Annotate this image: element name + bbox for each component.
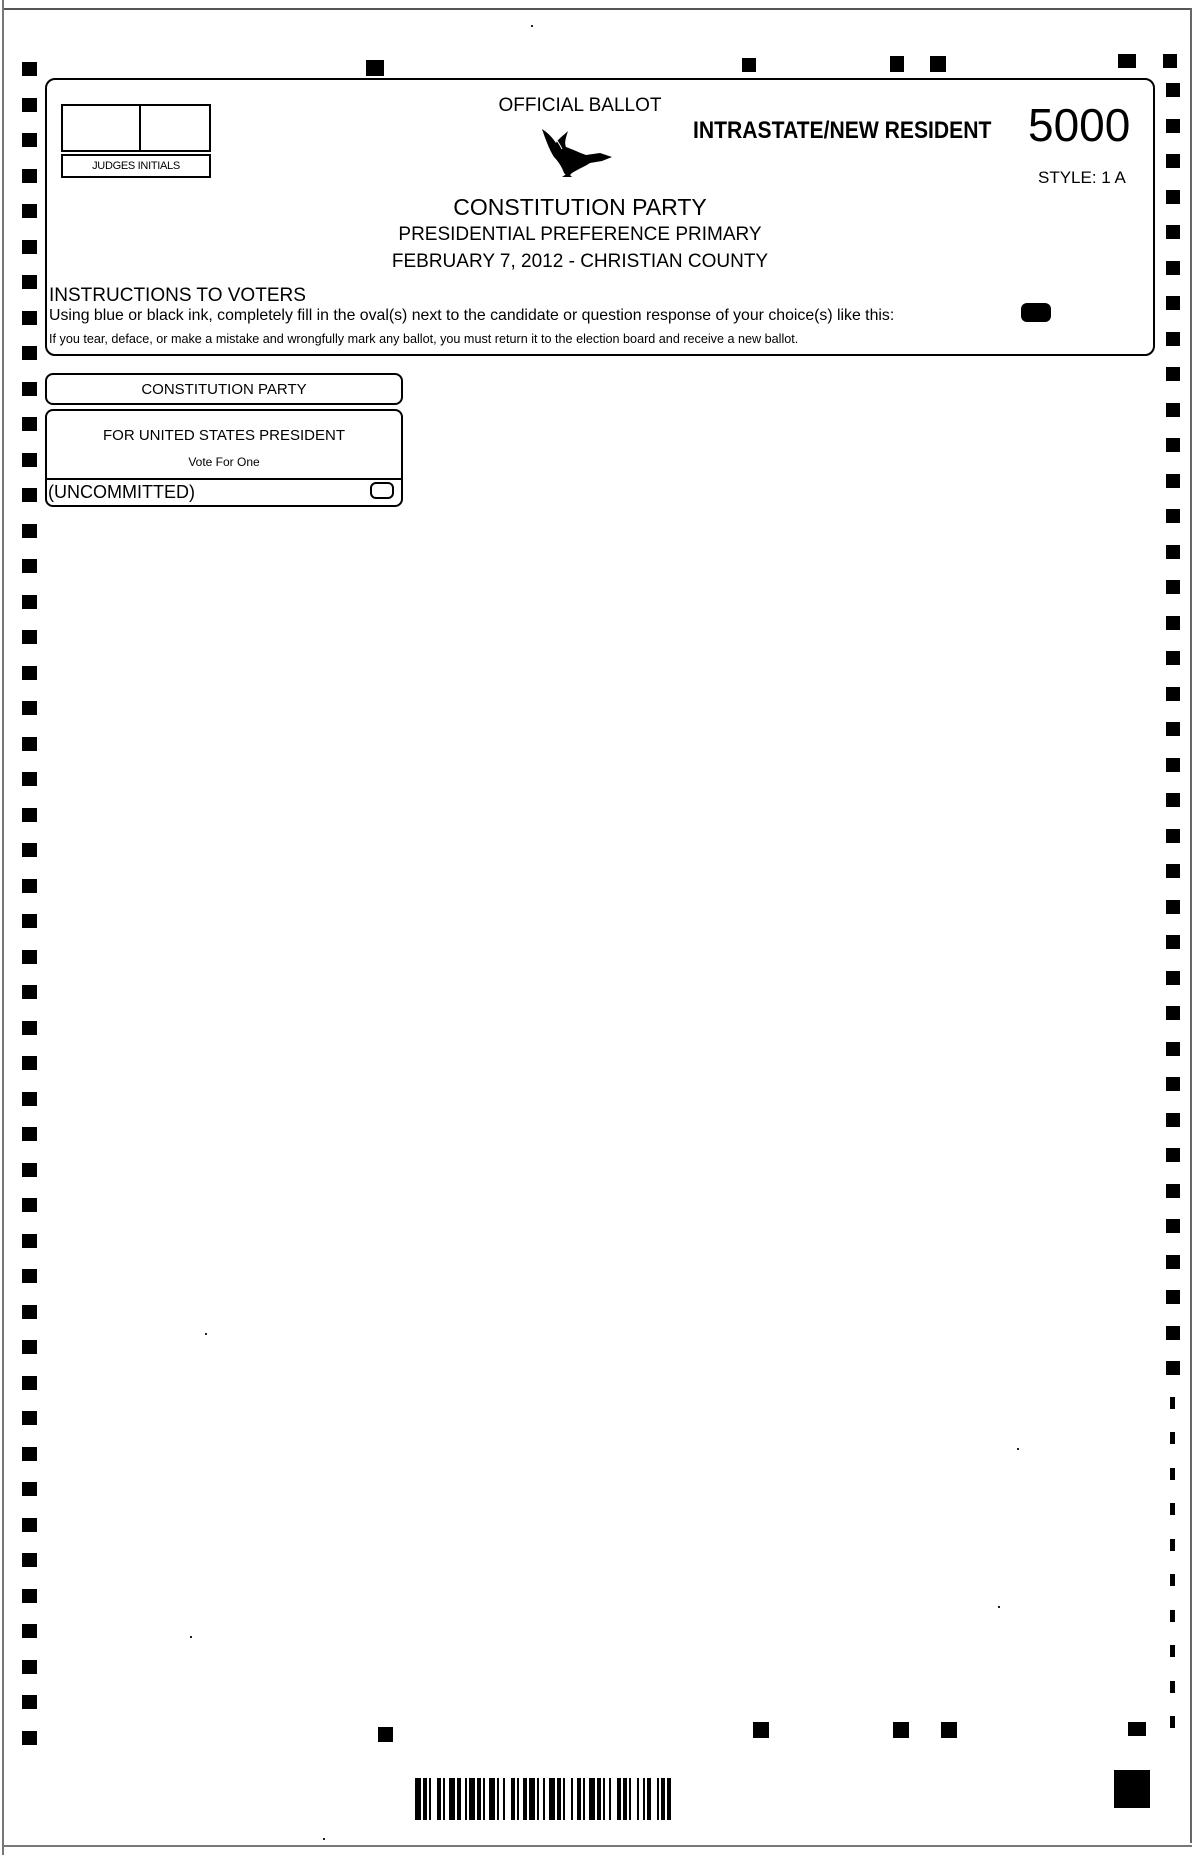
initials-divider bbox=[139, 106, 141, 150]
instructions-heading: INSTRUCTIONS TO VOTERS bbox=[49, 285, 306, 306]
filled-oval-icon bbox=[1021, 303, 1051, 322]
barcode-bar bbox=[667, 1778, 671, 1820]
barcode-bar bbox=[609, 1778, 611, 1820]
page-border-right bbox=[1190, 8, 1192, 1843]
top-timing-mark bbox=[742, 58, 756, 72]
left-timing-mark bbox=[22, 133, 37, 147]
scan-speck bbox=[531, 25, 533, 27]
scan-speck bbox=[205, 1333, 207, 1335]
barcode-bar bbox=[443, 1778, 445, 1820]
barcode-bar bbox=[563, 1778, 565, 1820]
contest-vote-for: Vote For One bbox=[188, 455, 260, 469]
right-timing-mark bbox=[1166, 829, 1180, 843]
right-timing-mark bbox=[1166, 1219, 1180, 1233]
right-timing-mark bbox=[1166, 509, 1180, 523]
contest-divider bbox=[45, 478, 403, 480]
top-timing-mark bbox=[366, 60, 384, 76]
left-timing-mark bbox=[22, 1376, 37, 1390]
left-timing-mark bbox=[22, 417, 37, 431]
barcode-bar bbox=[477, 1778, 481, 1820]
barcode-icon bbox=[415, 1778, 805, 1820]
right-timing-mark bbox=[1166, 190, 1180, 204]
barcode-bar bbox=[457, 1778, 461, 1820]
right-timing-mark bbox=[1170, 1397, 1175, 1409]
right-timing-mark bbox=[1170, 1503, 1175, 1515]
contest-office: FOR UNITED STATES PRESIDENT bbox=[103, 427, 345, 444]
barcode-bar bbox=[577, 1778, 581, 1820]
right-timing-mark bbox=[1166, 935, 1180, 949]
left-timing-mark bbox=[22, 914, 37, 928]
bottom-timing-mark bbox=[753, 1722, 769, 1738]
right-timing-mark bbox=[1166, 1290, 1180, 1304]
left-timing-mark bbox=[22, 1731, 37, 1745]
left-timing-mark bbox=[22, 1624, 37, 1638]
official-ballot-title: OFFICIAL BALLOT bbox=[498, 95, 662, 116]
right-timing-mark bbox=[1166, 651, 1180, 665]
right-timing-mark bbox=[1166, 1113, 1180, 1127]
left-timing-mark bbox=[22, 1518, 37, 1532]
right-timing-mark bbox=[1170, 1468, 1175, 1480]
top-timing-mark bbox=[890, 56, 904, 72]
right-timing-mark bbox=[1170, 1539, 1175, 1551]
left-timing-mark bbox=[22, 1340, 37, 1354]
left-timing-mark bbox=[22, 1021, 37, 1035]
barcode-bar bbox=[537, 1778, 539, 1820]
left-timing-mark bbox=[22, 1234, 37, 1248]
page-border-left bbox=[2, 0, 4, 1855]
right-timing-mark bbox=[1166, 616, 1180, 630]
barcode-bar bbox=[469, 1778, 475, 1820]
election-title: PRESIDENTIAL PREFERENCE PRIMARY bbox=[398, 224, 762, 245]
barcode-bar bbox=[523, 1778, 527, 1820]
barcode-bar bbox=[497, 1778, 499, 1820]
bottom-timing-mark bbox=[1128, 1722, 1146, 1736]
left-timing-mark bbox=[22, 1198, 37, 1212]
barcode-bar bbox=[549, 1778, 555, 1820]
barcode-bar bbox=[511, 1778, 515, 1820]
instructions-line-2: If you tear, deface, or make a mistake and wrongfully mark any ballot, you must return it to the election board and receive a new ballot. bbox=[49, 331, 799, 346]
barcode-bar bbox=[529, 1778, 535, 1820]
left-timing-mark bbox=[22, 1127, 37, 1141]
barcode-bar bbox=[657, 1778, 659, 1820]
right-timing-mark bbox=[1170, 1574, 1175, 1586]
barcode-bar bbox=[415, 1778, 421, 1820]
left-timing-mark bbox=[22, 275, 37, 289]
left-timing-mark bbox=[22, 1589, 37, 1603]
page-border-bottom bbox=[2, 1845, 1192, 1847]
left-timing-mark bbox=[22, 1269, 37, 1283]
scan-speck bbox=[323, 1838, 325, 1840]
top-timing-mark bbox=[1118, 54, 1136, 68]
left-timing-mark bbox=[22, 1660, 37, 1674]
left-timing-mark bbox=[22, 950, 37, 964]
right-timing-mark bbox=[1166, 1148, 1180, 1162]
barcode-bar bbox=[661, 1778, 665, 1820]
right-timing-mark bbox=[1166, 545, 1180, 559]
left-timing-mark bbox=[22, 737, 37, 751]
barcode-bar bbox=[597, 1778, 601, 1820]
left-timing-mark bbox=[22, 701, 37, 715]
barcode-bar bbox=[429, 1778, 431, 1820]
right-timing-mark bbox=[1170, 1716, 1175, 1728]
barcode-bar bbox=[465, 1778, 467, 1820]
scan-speck bbox=[998, 1606, 1000, 1608]
left-timing-mark bbox=[22, 1411, 37, 1425]
left-timing-mark bbox=[22, 169, 37, 183]
ballot-style: STYLE: 1 A bbox=[1038, 168, 1126, 187]
left-timing-mark bbox=[22, 382, 37, 396]
right-timing-mark bbox=[1166, 864, 1180, 878]
election-date-county: FEBRUARY 7, 2012 - CHRISTIAN COUNTY bbox=[391, 251, 769, 272]
page-border-top bbox=[2, 8, 1192, 10]
left-timing-mark bbox=[22, 1305, 37, 1319]
right-timing-mark bbox=[1166, 971, 1180, 985]
scan-speck bbox=[1017, 1448, 1019, 1450]
right-timing-mark bbox=[1166, 1326, 1180, 1340]
left-timing-mark bbox=[22, 879, 37, 893]
right-timing-mark bbox=[1166, 793, 1180, 807]
right-timing-mark bbox=[1170, 1645, 1175, 1657]
barcode-bar bbox=[571, 1778, 573, 1820]
barcode-bar bbox=[483, 1778, 485, 1820]
ballot-number: 5000 bbox=[1028, 99, 1131, 151]
right-timing-mark bbox=[1166, 403, 1180, 417]
eagle-icon bbox=[538, 127, 618, 179]
left-timing-mark bbox=[22, 1163, 37, 1177]
right-timing-mark bbox=[1166, 332, 1180, 346]
contest-party-label: CONSTITUTION PARTY bbox=[141, 381, 307, 398]
right-timing-mark bbox=[1166, 1006, 1180, 1020]
barcode-bar bbox=[437, 1778, 441, 1820]
instructions-line-1: Using blue or black ink, completely fill in the oval(s) next to the candidate or question response of your choice(s) like this: bbox=[49, 307, 895, 324]
right-timing-mark bbox=[1166, 1077, 1180, 1091]
right-timing-mark bbox=[1170, 1681, 1175, 1693]
left-timing-mark bbox=[22, 595, 37, 609]
barcode-bar bbox=[623, 1778, 627, 1820]
barcode-bar bbox=[637, 1778, 639, 1820]
top-timing-mark bbox=[1163, 54, 1177, 68]
right-timing-mark bbox=[1166, 687, 1180, 701]
barcode-bar bbox=[503, 1778, 505, 1820]
barcode-bar bbox=[643, 1778, 645, 1820]
ballot-type: INTRASTATE/NEW RESIDENT bbox=[693, 117, 992, 144]
left-timing-mark bbox=[22, 1056, 37, 1070]
party-title: CONSTITUTION PARTY bbox=[453, 194, 707, 220]
barcode-bar bbox=[583, 1778, 585, 1820]
right-timing-mark bbox=[1166, 438, 1180, 452]
right-timing-mark bbox=[1166, 119, 1180, 133]
left-timing-mark bbox=[22, 346, 37, 360]
right-timing-mark bbox=[1166, 367, 1180, 381]
left-timing-mark bbox=[22, 453, 37, 467]
left-timing-mark bbox=[22, 1092, 37, 1106]
barcode-bar bbox=[517, 1778, 519, 1820]
left-timing-mark bbox=[22, 772, 37, 786]
corner-registration-mark bbox=[1114, 1770, 1150, 1808]
right-timing-mark bbox=[1166, 580, 1180, 594]
right-timing-mark bbox=[1166, 758, 1180, 772]
right-timing-mark bbox=[1170, 1432, 1175, 1444]
barcode-bar bbox=[423, 1778, 427, 1820]
right-timing-mark bbox=[1166, 1042, 1180, 1056]
right-timing-mark bbox=[1166, 225, 1180, 239]
barcode-bar bbox=[589, 1778, 595, 1820]
barcode-bar bbox=[647, 1778, 651, 1820]
left-timing-mark bbox=[22, 1482, 37, 1496]
right-timing-mark bbox=[1166, 83, 1180, 97]
barcode-bar bbox=[617, 1778, 621, 1820]
right-timing-mark bbox=[1166, 1184, 1180, 1198]
barcode-bar bbox=[603, 1778, 605, 1820]
left-timing-mark bbox=[22, 204, 37, 218]
left-timing-mark bbox=[22, 488, 37, 502]
right-timing-mark bbox=[1166, 154, 1180, 168]
judges-initials-label: JUDGES INITIALS bbox=[61, 154, 211, 178]
left-timing-mark bbox=[22, 240, 37, 254]
bottom-timing-mark bbox=[893, 1722, 909, 1738]
barcode-bar bbox=[557, 1778, 561, 1820]
left-timing-mark bbox=[22, 666, 37, 680]
contest-party-header bbox=[45, 373, 403, 405]
choice-uncommitted-oval[interactable] bbox=[370, 482, 394, 499]
choice-uncommitted-label: (UNCOMMITTED) bbox=[48, 482, 195, 502]
barcode-bar bbox=[449, 1778, 455, 1820]
right-timing-mark bbox=[1166, 900, 1180, 914]
left-timing-mark bbox=[22, 62, 37, 76]
left-timing-mark bbox=[22, 843, 37, 857]
left-timing-mark bbox=[22, 808, 37, 822]
left-timing-mark bbox=[22, 311, 37, 325]
right-timing-mark bbox=[1166, 261, 1180, 275]
scan-speck bbox=[190, 1636, 192, 1638]
judges-initials-box[interactable] bbox=[61, 104, 211, 152]
left-timing-mark bbox=[22, 985, 37, 999]
right-timing-mark bbox=[1170, 1610, 1175, 1622]
left-timing-mark bbox=[22, 1447, 37, 1461]
right-timing-mark bbox=[1166, 722, 1180, 736]
left-timing-mark bbox=[22, 630, 37, 644]
bottom-timing-mark bbox=[941, 1722, 957, 1738]
right-timing-mark bbox=[1166, 1255, 1180, 1269]
left-timing-mark bbox=[22, 1695, 37, 1709]
left-timing-mark bbox=[22, 98, 37, 112]
bottom-timing-mark bbox=[378, 1727, 393, 1742]
left-timing-mark bbox=[22, 1553, 37, 1567]
top-timing-mark bbox=[930, 56, 946, 72]
left-timing-mark bbox=[22, 559, 37, 573]
left-timing-mark bbox=[22, 524, 37, 538]
barcode-bar bbox=[543, 1778, 545, 1820]
barcode-bar bbox=[629, 1778, 631, 1820]
right-timing-mark bbox=[1166, 474, 1180, 488]
right-timing-mark bbox=[1166, 1361, 1180, 1375]
right-timing-mark bbox=[1166, 296, 1180, 310]
barcode-bar bbox=[489, 1778, 495, 1820]
